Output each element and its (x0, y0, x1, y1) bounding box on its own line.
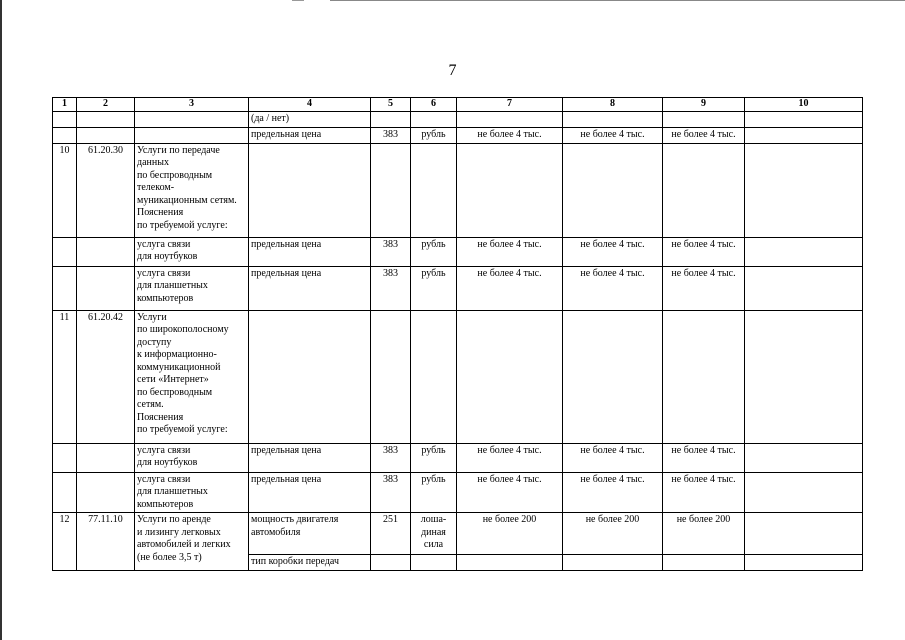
table-row (53, 237, 863, 266)
col-header-1: 1 (53, 98, 77, 112)
scan-artifact (292, 0, 304, 1)
okei-code-cell: 383 (371, 472, 411, 513)
value-col7-cell: не более 4 тыс. (457, 128, 563, 144)
scan-edge-left (0, 0, 2, 640)
table-row (53, 513, 863, 555)
col-header-9: 9 (663, 98, 745, 112)
col-header-2: 2 (77, 98, 135, 112)
col-header-5: 5 (371, 98, 411, 112)
characteristic-cell: мощность двигателя автомобиля (249, 513, 371, 555)
value-col8-cell: не более 4 тыс. (563, 472, 663, 513)
service-name-cell: услуга связи для планшетных компьютеров (135, 266, 249, 310)
table-row (53, 310, 863, 443)
service-name-cell: услуга связи для планшетных компьютеров (135, 472, 249, 513)
value-col9-cell: не более 4 тыс. (663, 237, 745, 266)
service-name-cell: услуга связи для ноутбуков (135, 443, 249, 472)
service-name-cell: Услуги по передаче данных по беспроводным телеком- муникационным сетям. Пояснения по требуемой услуге: (135, 143, 249, 237)
value-col7-cell: не более 4 тыс. (457, 443, 563, 472)
value-col7-cell: не более 4 тыс. (457, 237, 563, 266)
unit-cell: рубль (411, 128, 457, 144)
characteristic-cell: предельная цена (249, 472, 371, 513)
value-col8-cell: не более 200 (563, 513, 663, 555)
characteristic-cell: предельная цена (249, 266, 371, 310)
col-header-6: 6 (411, 98, 457, 112)
value-col8-cell: не более 4 тыс. (563, 443, 663, 472)
unit-cell: рубль (411, 472, 457, 513)
row-number-cell: 10 (53, 143, 77, 237)
row-number-cell: 12 (53, 513, 77, 571)
table-row (53, 472, 863, 513)
table-row (53, 143, 863, 237)
okei-code-cell: 383 (371, 128, 411, 144)
value-col9-cell: не более 4 тыс. (663, 266, 745, 310)
characteristic-cell: предельная цена (249, 443, 371, 472)
unit-cell: рубль (411, 266, 457, 310)
page-number: 7 (448, 62, 457, 79)
okei-code-cell: 251 (371, 513, 411, 555)
okei-code-cell: 383 (371, 266, 411, 310)
okei-code-cell: 383 (371, 443, 411, 472)
characteristic-cell: тип коробки передач (249, 555, 371, 571)
scan-edge-top (330, 0, 905, 1)
okpd-code-cell: 61.20.30 (77, 143, 135, 237)
okpd-code-cell: 77.11.10 (77, 513, 135, 571)
characteristic-cell: (да / нет) (249, 112, 371, 128)
characteristic-cell: предельная цена (249, 237, 371, 266)
value-col9-cell: не более 4 тыс. (663, 443, 745, 472)
col-header-7: 7 (457, 98, 563, 112)
table-row (53, 128, 863, 144)
value-col8-cell: не более 4 тыс. (563, 237, 663, 266)
value-col9-cell: не более 4 тыс. (663, 472, 745, 513)
okpd-code-cell: 61.20.42 (77, 310, 135, 443)
col-header-4: 4 (249, 98, 371, 112)
table-row (53, 266, 863, 310)
value-col7-cell: не более 4 тыс. (457, 472, 563, 513)
service-name-cell: Услуги по аренде и лизингу легковых автомобилей и легких (не более 3,5 т) (135, 513, 249, 571)
value-col9-cell: не более 200 (663, 513, 745, 555)
table-row (53, 443, 863, 472)
table-row (53, 112, 863, 128)
value-col9-cell: не более 4 тыс. (663, 128, 745, 144)
col-header-10: 10 (745, 98, 863, 112)
unit-cell: лоша- диная сила (411, 513, 457, 555)
value-col7-cell: не более 4 тыс. (457, 266, 563, 310)
service-name-cell: Услуги по широкополосному доступу к информационно- коммуникационной сети «Интернет» по беспроводным сетям. Пояснения по требуемой услуге: (135, 310, 249, 443)
okei-code-cell: 383 (371, 237, 411, 266)
unit-cell: рубль (411, 237, 457, 266)
col-header-3: 3 (135, 98, 249, 112)
value-col8-cell: не более 4 тыс. (563, 266, 663, 310)
table-header-row (53, 98, 863, 112)
requirements-table (52, 97, 863, 571)
characteristic-cell: предельная цена (249, 128, 371, 144)
value-col7-cell: не более 200 (457, 513, 563, 555)
unit-cell: рубль (411, 443, 457, 472)
value-col8-cell: не более 4 тыс. (563, 128, 663, 144)
service-name-cell: услуга связи для ноутбуков (135, 237, 249, 266)
col-header-8: 8 (563, 98, 663, 112)
row-number-cell: 11 (53, 310, 77, 443)
